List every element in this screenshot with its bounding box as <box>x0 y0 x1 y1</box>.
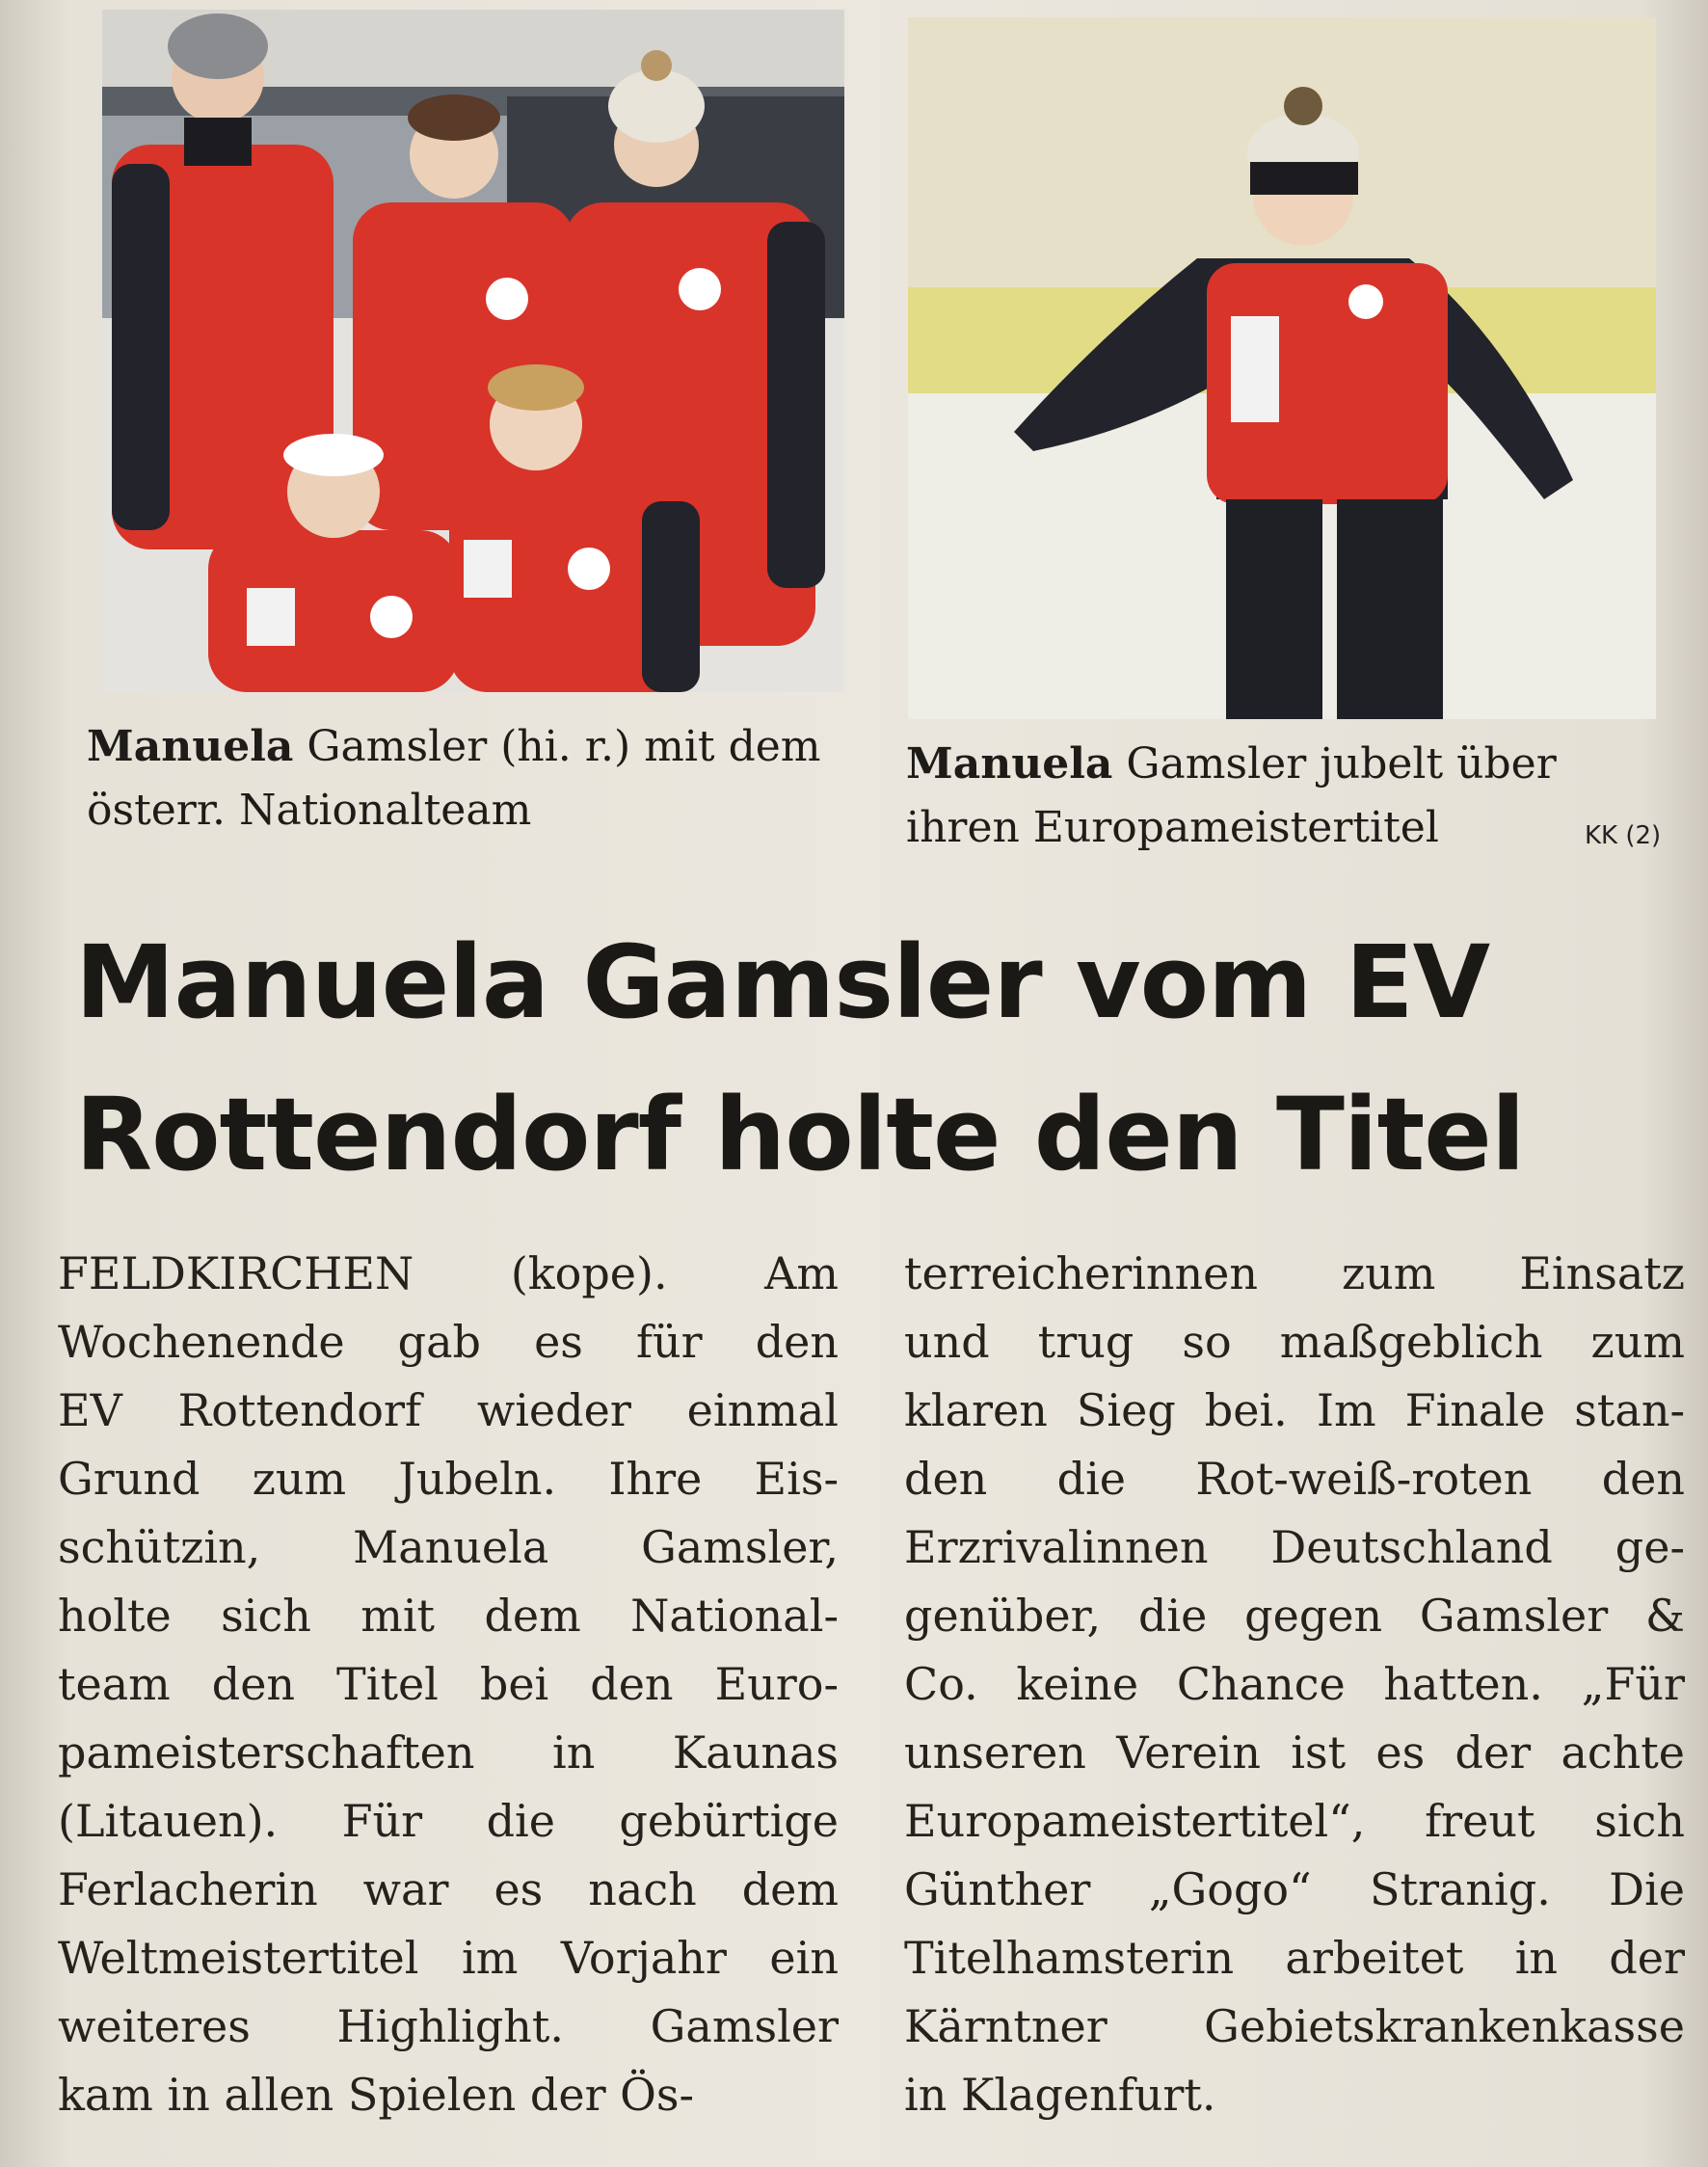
caption-right-text: Gamsler jubelt über ihren Europameistertitel <box>906 739 1557 852</box>
celebration-photo <box>908 17 1656 719</box>
article-line: schützin, Manuela Gamsler, <box>58 1521 839 1573</box>
article-line: EV Rottendorf wieder einmal <box>58 1384 839 1436</box>
article-line: genüber, die gegen Gamsler & <box>904 1590 1685 1642</box>
article-line: unseren Verein ist es der achte <box>904 1726 1685 1779</box>
article-line: Europameistertitel“, freut sich <box>904 1795 1685 1847</box>
article-line: Grund zum Jubeln. Ihre Eis- <box>58 1453 839 1505</box>
headline-line-1: Manuela Gamsler vom EV <box>75 923 1490 1041</box>
article-line: holte sich mit dem National- <box>58 1590 839 1642</box>
article-line: Weltmeistertitel im Vorjahr ein <box>58 1932 839 1984</box>
article-line: und trug so maßgeblich zum <box>904 1316 1685 1368</box>
article-line: Wochenende gab es für den <box>58 1316 839 1368</box>
caption-left-text: Gamsler (hi. r.) mit dem österr. Nationalteam <box>87 722 821 835</box>
article-line: den die Rot-weiß-roten den <box>904 1453 1685 1505</box>
article-line: Kärntner Gebietskrankenkasse <box>904 2000 1685 2052</box>
article-line: Ferlacherin war es nach dem <box>58 1863 839 1915</box>
caption-right-bold: Manuela <box>906 739 1113 789</box>
caption-left-bold: Manuela <box>87 722 294 771</box>
article-line: Co. keine Chance hatten. „Für <box>904 1658 1685 1710</box>
article-line: weiteres Highlight. Gamsler <box>58 2000 839 2052</box>
article-column-right <box>904 1240 1685 2129</box>
article-line: Titelhamsterin arbeitet in der <box>904 1932 1685 1984</box>
article-line: Erzrivalinnen Deutschland ge- <box>904 1521 1685 1573</box>
article-line: team den Titel bei den Euro- <box>58 1658 839 1710</box>
article-column-left <box>58 1240 839 2129</box>
article-line: pameisterschaften in Kaunas <box>58 1726 839 1779</box>
photo-caption-left <box>87 715 858 843</box>
photo-credit: KK (2) <box>1585 821 1662 850</box>
article-line: Günther „Gogo“ Stranig. Die <box>904 1863 1685 1915</box>
article-line: klaren Sieg bei. Im Finale stan- <box>904 1384 1685 1436</box>
article-line: in Klagenfurt. <box>904 2069 1216 2121</box>
photo-caption-right <box>906 733 1639 860</box>
headline-line-2: Rottendorf holte den Titel <box>75 1076 1525 1193</box>
article-line: (Litauen). Für die gebürtige <box>58 1795 839 1847</box>
team-photo <box>102 10 844 692</box>
article-line: terreicherinnen zum Einsatz <box>904 1247 1685 1299</box>
headline <box>75 906 1666 1211</box>
article-line: kam in allen Spielen der Ös- <box>58 2069 695 2121</box>
article-line: FELDKIRCHEN (kope). Am <box>58 1247 839 1299</box>
